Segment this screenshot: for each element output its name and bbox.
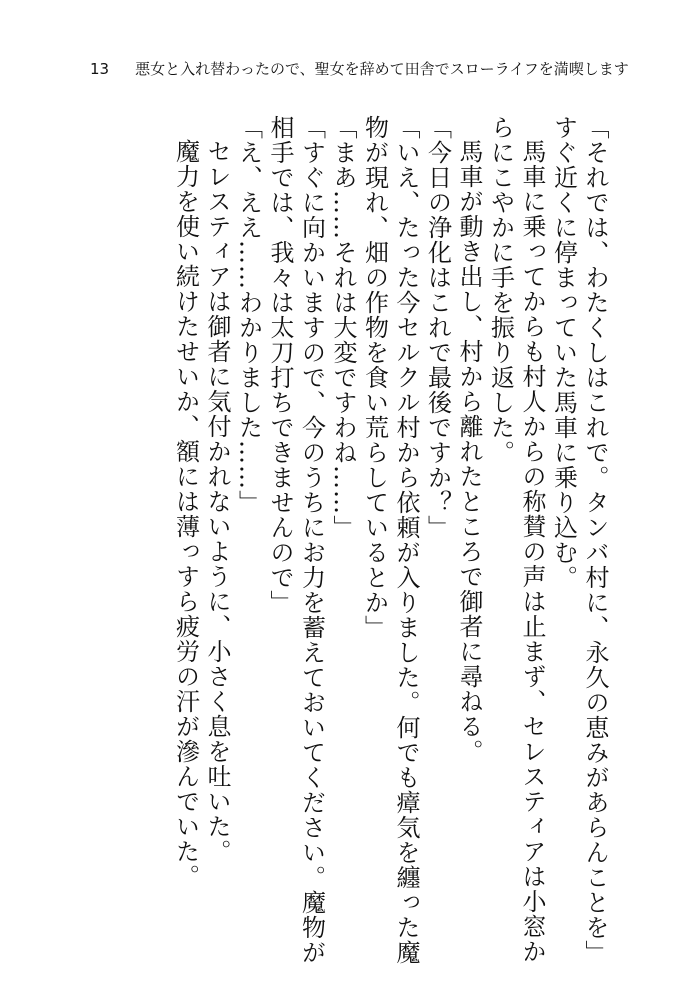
novel-body-text — [150, 115, 610, 985]
paragraph-10: セレスティアは御者に気付かれないように、小さく息を吐いた。 — [203, 139, 231, 864]
paragraph-5: 「今日の浄化はこれで最後ですか？」 — [423, 115, 452, 540]
page-header — [90, 58, 650, 80]
paragraph-4: 馬車が動き出し、村から離れたところで御者に尋ねる。 — [455, 139, 483, 764]
paragraph-1: 「それでは、わたくしはこれで。タンバ村に、永久の恵みがあらんことを」 — [581, 115, 609, 965]
paragraph-8: 「すぐに向かいますので、今のうちにお力を蓄えておいてください。魔物が相手では、我々は太刀打ちできませんので」 — [266, 115, 326, 965]
book-title: 悪女と入れ替わったので、聖女を辞めて田舎でスローライフを満喫します — [135, 60, 629, 78]
page-number: 13 — [90, 60, 110, 78]
paragraph-6: 「いえ、たった今セルクル村から依頼が入りました。何でも瘴気を纏った魔物が現れ、畑の作物を食い荒らしているとか」 — [360, 115, 420, 965]
paragraph-9: 「え、ええ……わかりました……」 — [234, 115, 263, 515]
paragraph-3: 馬車に乗ってからも村人からの称賛の声は止まず、セレスティアは小窓からにこやかに手を振り返した。 — [486, 115, 546, 964]
paragraph-7: 「まあ……それは大変ですわね……」 — [329, 115, 357, 540]
paragraph-2: すぐ近くに停まっていた馬車に乗り込む。 — [549, 115, 578, 590]
paragraph-11: 魔力を使い続けたせいか、額には薄っすら疲労の汗が滲んでいた。 — [171, 139, 200, 889]
